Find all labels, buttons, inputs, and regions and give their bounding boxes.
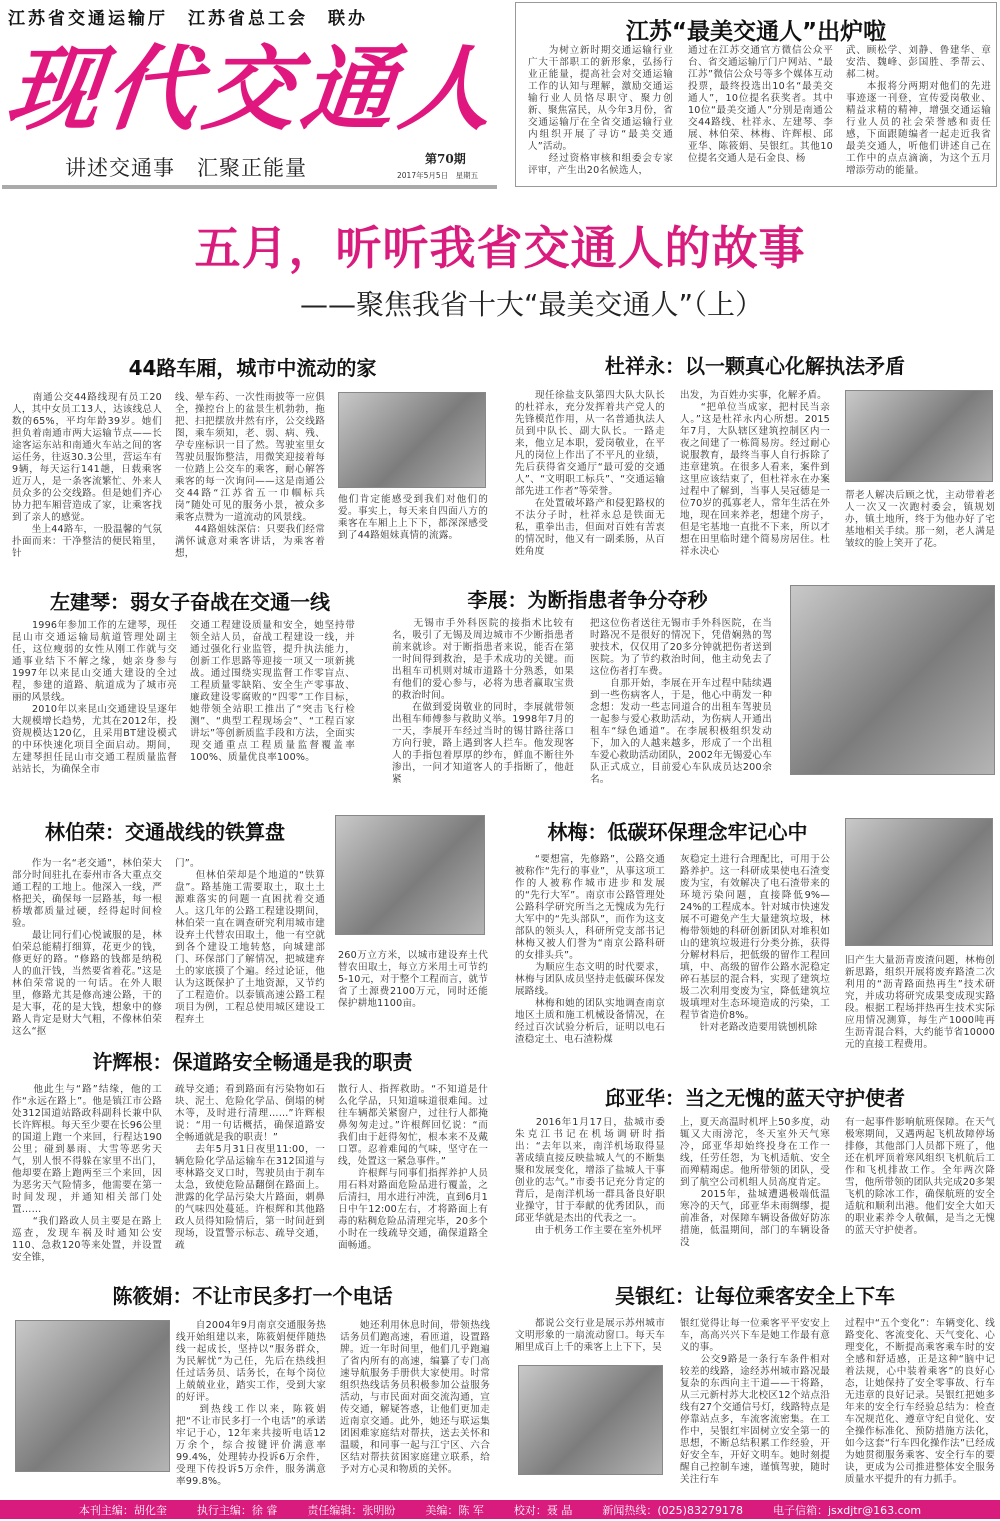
article-column: 他们肯定能感受到我们对他们的爱。事实上，每天来自四面八方的乘客在车厢上上下下，都深深感受到了44路姐妹真情的流露。 [338, 494, 488, 541]
top-story-column: 通过在江苏交通官方微信公众平台、省交通运输厅门户网站、“最江苏”微信公众号等多个媒体互动投票，最终投选出10名“最美交通人”，10位提名获奖者。其中10位“最美交通人”分别是南通公交44路线、杜祥永、左建琴、李展、林伯荣、林梅、许辉根、邱亚华、陈筱娟、吴银红。其他10位提名交通人是石金良、杨 [688, 45, 833, 164]
article-column: 都说公交行业是展示苏州城市文明形象的一扇流动窗口。每天车厢里成百上千的乘客上上下下，吴 [515, 1318, 665, 1353]
footer-hotline: 新闻热线：(025)83279178 [602, 1503, 743, 1517]
masthead-divider [2, 185, 497, 189]
article-column: 无锡市手外科医院的接指术比较有名，吸引了无锡及周边城市不少断指患者前来就诊。对于断指患者来说，能否在第一时间得到救治，是手术成功的关键。而出租车司机则对城市道路十分熟悉，如果有他们的爱心参与，必将为患者赢取宝贵的救治时间。 在做到爱岗敬业的同时，李展就带领出租车师傅参与救助义举。1998年7月的一天，李展开车经过当时的锡甘路往落口方向行驶，路上遇到客人拦车。他发现客人的手指包着厚厚的纱布，鲜血不断往外渗出，一问才知道客人的手指断了，他赶紧 [392, 618, 574, 785]
sub-headline: ——聚焦我省十大“最美交通人”（上） [300, 288, 764, 321]
article-title: 杜祥永：以一颗真心化解执法矛盾 [605, 354, 905, 378]
article-column: 过程中“五个变化”：车辆变化、线路变化、客流变化、天气变化、心理变化，不断提高乘客乘车时的安全感和舒适感，正是这种“脑中记着法规，心中装着乘客”的良好心态，让她保持了安全零事故、行车无违章的良好记录。吴银红把她多年来的安全行车经验总结为：检查车况规范化、遵章守纪自觉化、安全操作标准化、预防措施方法化，如今这套“行车四化操作法”已经成为她贯彻服务乘客、安全行车的要诀，更成为公司推进整体安全服务质量水平提升的有力抓手。 [845, 1318, 995, 1485]
article-photo [845, 818, 993, 946]
footer-proofreader: 校对：聂 晶 [513, 1503, 573, 1517]
article-photo [845, 390, 993, 482]
top-story-box [515, 2, 997, 187]
footer-email: 电子信箱：jsxdjtr@163.com [772, 1503, 922, 1517]
article-column: 旧产生大量沥青废渣问题，林梅创新思路，组织开展将废弃路渣二次利用的“沥青路面热再生”技术研究，并成功将研究成果变成现实路段。根据工程场拌热再生技术实际应用情况测算，每生产1000吨再生沥青混合料，大约能节省10000元的直接工程费用。 [845, 955, 995, 1050]
article-column: “要想富，先修路”，公路交通被称作“先行的事业”，从事这项工作的人被称作城市进步和发展的“先行大军”。南京市公路管理处公路科学研究所当之无愧成为先行大军中的“先头部队”，而作为这支部队的领头人，科研所党支部书记林梅又被人们誉为“南京公路科研的女排头兵”。 为顺应生态文明的时代要求，林梅与团队成员坚持走低碳环保发展路线。 林梅和她的团队实地调查南京地区土质和施工机械设备情况，在经过百次试验分析后，证明以电石渣稳定土、电石渣粉煤 [515, 854, 665, 1045]
article-column: 帮老人解决后顾之忧，主动带着老人一次又一次跑村委会，镇规划办，镇土地所，终于为他办好了宅基地相关手续。那一刻，老人满是皱纹的脸上笑开了花。 [845, 490, 995, 549]
article-column: 散行人、指挥救助。“不知道是什么化学品，只知道味道很难闻。过往车辆都关紧窗户，过往行人都掩鼻匆匆走过。”许根辉回忆说：“而我们由于赶得匆忙，根本来不及戴口罩。忍着难闻的气味，坚守在一线，处置这一紧急事件。” 许根辉与同事们指挥养护人员用石料对路面危险品进行覆盖，之后清扫，用水进行冲洗，直到6月1日中午12:00左右，才将路面上有毒的粘稠危险品清理完毕，20多个小时在一线疏导交通，确保道路全面畅通。 [338, 1084, 488, 1251]
article-column: 1996年参加工作的左建琴，现任昆山市交通运输局航道管理处副主任，这位瘦弱的女性从刚工作就与交通事业结下不解之缘，她亲身参与1997年以来昆山交通大建设的全过程，参建的道路、航道成为了城市亮丽的风景线。 2010年以来昆山交通建设呈逐年大规模增长趋势，尤其在2012年，投资规模达120亿，且采用BT建设模式的中环快速化项目全面启动。期间，左建琴担任昆山市交通工程质量监督站站长，为确保全市 [12, 620, 177, 775]
issue-date: 2017年5月5日 星期五 [397, 171, 479, 180]
article-column: 疏导交通；看到路面有污染物如石块、泥土、危险化学品、倒塌的树木等，及时进行清理……”许辉根说：“用一句话概括，确保道路安全畅通就是我的职责！” 去年5月31日夜里11:00，一辆危险化学品运输车在312国道与枣林路交叉口时，驾驶员由于刹车太急，致使危险品翻倒在路面上。泄露的化学品污染大片路面，刺鼻的气味四处蔓延。许根辉和其他路政人员得知险情后，第一时间赶到现场，设置警示标志、疏导交通，疏 [175, 1084, 325, 1251]
article-title: 许辉根：保道路安全畅通是我的职责 [92, 1050, 413, 1074]
article-photo [338, 392, 486, 488]
article-column: 上，夏天高温时机坪上50多度，动辄又大雨滂沱，冬天室外天气寒冷，邱亚华却始终投身在工作一线，任劳任怨，为飞机适航、安全而殚精竭虑。他所带领的团队，受到了航空公司机组人员高度肯定。 2015年，盐城遭遇极端低温寒冷的天气，邱亚华未雨绸缪，提前准备，对保障车辆设备做好防冻措施，低温期间，部门的车辆设备没 [680, 1117, 830, 1248]
article-title: 林伯荣：交通战线的铁算盘 [45, 820, 285, 844]
article-column: 门”。 但林伯荣却是个地道的“铁算盘”。路基施工需要取土，取土土源难落实的问题一直困扰着交通人。这几年的公路工程建设期间，林伯荣一直在调查研究利用城市建设弃土代替农田取土，他一有空就到各个建设工地转悠，向城建部门、环保部门了解情况，把城建弃土的家底摸了个遍。经过论证，他认为这既保护了土地资源，又节约了工程造价。以泰镇高速公路工程项目为例，工程总使用城区建设工程弃土 [175, 858, 325, 1025]
footer-executive-editor: 执行主编：徐 睿 [196, 1503, 278, 1517]
article-column: 出发，为百姓办实事，化解矛盾。 “把单位当成家，把村民当亲人。”这是杜祥永内心所想。2015年7月，大队辖区建筑控制区内一夜之间建了一栋简易房。经过耐心说服教育，最终当事人自行拆除了违章建筑。在很多人看来，案件到这里应该结束了，但杜祥永在办案过程中了解到，当事人吴冠德是一位70岁的孤寡老人，常年生活在外地，现在回来养老，想建个房子，但是宅基地一直批不下来，所以才想在田里临时建个简易房居住。杜祥永决心 [680, 390, 830, 557]
newspaper-logo: 现代交通人 [2, 35, 504, 143]
footer-responsible-editor: 责任编辑：张明盼 [307, 1503, 396, 1517]
article-column: 银红觉得让每一位乘客平平安安上车，高高兴兴下车是她工作最有意义的事。 公交9路是一条行车条件相对较差的线路，途经苏州城市路况最复杂的东西向主干道——干将路，从三元新村苏大北校区12个站点沿线有27个交通信号灯，线路特点是停靠站点多，车流客流密集。在工作中，吴银红牢固树立安全第一的思想，不断总结积累工作经验，开好安全车，开好文明车。她时刻提醒自己控制车速，谨慎驾驶，随时关注行车 [680, 1318, 830, 1485]
slogan: 讲述交通事 汇聚正能量 [65, 156, 307, 180]
article-column: 她还利用休息时间，带领热线话务员们跑高速，看匝道，设置路牌。近一年时间里，他们几乎跑遍了省内所有的高速，编纂了专门高速导航服务手册供大家使用。时常组织热线话务员积极参加公益服务活动，与市民面对面交流沟通，宣传交通，解疑答惑，让他们更加走近南京交通。此外，她还与联运集团困难家庭结对帮扶，送去关怀和温暖，和同事一起与江宁区、六合区结对帮扶贫困家庭建立联系，给予对方心灵和物质的关怀。 [340, 1320, 490, 1475]
footer-chief-editor: 本刊主编：胡化奎 [78, 1503, 167, 1517]
article-photo [15, 1320, 170, 1472]
article-title: 林梅：低碳环保理念牢记心中 [547, 820, 808, 844]
article-column: 2016年1月17日，盐城市委朱克江书记在机场调研时指出：“去年以来，南洋机场取得显著成绩直接反映盐城人气的不断集聚和发展变化，增添了盐城人干事创业的志气。”市委书记充分肯定的背后，是南洋机场一群具备良好职业操守，甘于奉献的优秀团队，而邱亚华就是杰出的代表之一。 由于机务工作主要在室外机坪 [515, 1117, 665, 1236]
footer-credits [0, 1500, 1000, 1519]
footer-art-editor: 美编：陈 军 [425, 1503, 484, 1517]
article-title: 44路车厢，城市中流动的家 [128, 356, 377, 380]
organizers-line: 江苏省交通运输厅 江苏省总工会 联办 [8, 9, 368, 29]
article-photo [518, 1365, 663, 1475]
article-column: 自2004年9月南京交通服务热线开始组建以来，陈筱娟便伴随热线一起成长，坚持以“服务群众，为民解忧”为己任，先后在热线担任过话务员、话务长，在每个岗位上兢兢业业，踏实工作，受到大家的好评。 到热线工作以来，陈筱娟把“不让市民多打一个电话”的承诺牢记于心，12年来共接听电话12万余个，综合按键评价满意率99.4%，处理转办投诉6万余件，受理下传投诉5万余件，服务满意率99.8%。 [176, 1320, 326, 1487]
article-column: 线、晕车药、一次性雨披等一应俱全，操控台上的盆景生机勃勃，拖把、扫把摆放井然有序，公交线路图，乘车须知，老、弱、病、残、孕专座标识一目了然。驾驶室里女驾驶员服饰整洁，用微笑迎接着每一位踏上公交车的乘客，耐心解答乘客的每一次询问——这是南通公交44路“江苏省五一巾帼标兵岗”随处可见的服务小景，被众多乘客点赞为一道流动的风景线。 44路姐妹深信：只要我们经常满怀诚意对乘客讲话，为乘客着想， [175, 392, 325, 559]
article-column: 有一起事件影响航班保障。在天气极寒期间，又遇两起飞机故障停场排修，其他部门人员都下班了，他还在机坪顶着寒风组织飞机航后工作和飞机排故工作。全年两次降雪，他所带领的团队共完成20多架飞机的除冰工作，确保航班的安全适航和顺利出港。他们安全大如天的职业素养令人敬佩，是当之无愧的蓝天守护使者。 [845, 1117, 995, 1236]
article-title: 李展：为断指患者争分夺秒 [467, 588, 708, 612]
issue-number: 第70期 [425, 152, 466, 166]
article-title: 邱亚华：当之无愧的蓝天守护使者 [605, 1086, 905, 1110]
top-story-title: 江苏“最美交通人”出炉啦 [625, 19, 887, 45]
main-headline: 五月，听听我省交通人的故事 [194, 221, 806, 275]
article-column: 作为一名“老交通”，林伯荣大部分时间驻扎在泰州市各大重点交通工程的工地上。他深入一线，严格把关，确保每一层路基，每一根桥墩都质量过硬，经得起时间检验。 最让同行们心悦诚服的是，林伯荣总能精打细算，花更少的钱，修更好的路。“修路的钱都是纳税人的血汗钱，当然要省着花。”这是林伯荣常说的一句话。在外人眼里，修路尤其是修高速公路，干的是大事，花的是大钱，想象中的修路人肯定是财大气粗，不像林伯荣这么“抠 [12, 858, 162, 1037]
top-story-column: 武、顾松学、刘静、鲁建华、章安浩、魏峰、彭国胜、季帮云、郝二树。 本报将分两期对他们的先进事迹逐一刊登，宣传爱岗敬业、精益求精的精神，增强交通运输行业人员的社会荣誉感和责任感，下面跟随编者一起走近我省最美交通人，听他们讲述自己在工作中的点点滴滴，为这个五月增添劳动的能量。 [846, 45, 991, 176]
article-title: 陈筱娟：不让市民多打一个电话 [112, 1284, 393, 1308]
article-column: 南通公交44路线现有员工20人，其中女员工13人，达该线总人数的65%，平均年龄39岁。她们担负着南通市两大运输节点——长途客运东站和南通火车站之间的客运任务，往返30.3公里，营运车有9辆，每天运行141趟，日载乘客近万人，是一条客流繁忙、外来人员众多的公交线路。但是她们齐心协力把车厢营造成了家，让乘客找到了亲人的感觉。 坐上44路车，一股温馨的气氛扑面而来：干净整洁的便民箱里，针 [12, 392, 162, 559]
top-story-column: 为树立新时期交通运输行业广大干部职工的新形象，弘扬行业正能量，提高社会对交通运输工作的认知与理解，激励交通运输行业人员恪尽职守、聚力创新、聚焦富民，从今年3月份，省交通运输厅在全省交通运输行业内组织开展了寻访“最美交通人”活动。 经过资格审核和组委会专家评审，产生出20名候选人， [528, 45, 673, 176]
article-column: 把这位伤者送往无锡市手外科医院，在当时路况不是很好的情况下，凭借娴熟的驾驶技术，仅仅用了20多分钟就把伤者送到医院。为了节约救治时间，他主动免去了这位伤者打车费。 自那开始，李展在开车过程中陆续遇到一些伤病客人，于是，他心中萌发一种念想：发动一些志同道合的出租车驾驶员一起参与爱心救助活动，为伤病人开通出租车“绿色通道”。在李展积极组织发动下，加入的人越来越多，形成了一个出租车爱心救助活动团队，2002年无锡爱心车队正式成立，目前爱心车队成员达200余名。 [590, 618, 772, 785]
article-column: 他此生与“路”结缘，他的工作“永远在路上”。他是镇江市公路处312国道站路政科副科长兼中队长许辉根。每天至少要在长96公里的国道上跑一个来回，行程达190公里；碰到暴雨、大雪等恶劣天气，别人恨不得躲在家里不出门，他却要在路上跑两至三个来回，因为恶劣天气险情多，他需要在第一时间发现，并通知相关部门处置…… “我们路政人员主要是在路上巡查，发现车祸及时通知公安110、急救120等来处置，并设置安全锥， [12, 1084, 162, 1263]
article-title: 吴银红：让每位乘客安全上下车 [615, 1284, 895, 1308]
article-column: 交通工程建设质量和安全，她坚持带领全站人员，奋战工程建设一线，并通过强化行业监管，提升执法能力，创新工作思路等迎接一项又一项新挑战。通过围绕实现监督工作零盲点、工程质量零缺陷、安全生产零事故、廉政建设零腐败的“四零”工作目标，她带领全站职工推出了“突击飞行检测”、“典型工程现场会”、“工程百家讲坛”等创新质监手段和方法，全面实现交通重点工程质量监督覆盖率100%、质量优良率100%。 [190, 620, 355, 763]
article-column: 灰稳定土进行合理配比，可用于公路养护。这一科研成果使电石渣变废为宝，有效解决了电石渣带来的环境污染问题，直接降低9%—24%的工程成本。针对城市快速发展不可避免产生大量建筑垃圾，林梅带领她的科研创新团队对堆积如山的建筑垃圾进行分类分拣，获得分解材料后，把低级的留作工程回填，中、高级的留作公路水泥稳定碎石基层的混合料，实现了建筑垃圾二次利用变废为宝，降低建筑垃圾填埋对生态环境造成的污染，工程节省造价8%。 针对老路改造要用铣刨机除 [680, 854, 830, 1033]
article-photo [790, 585, 995, 775]
article-photo [335, 815, 485, 935]
article-column: 现任徐盐支队第四大队大队长的杜祥永，充分发挥着共产党人的先锋模范作用，从一名普通执法人员到中队长、副大队长。一路走来，他立足本职，爱岗敬业，在平凡的岗位上作出了不平凡的业绩，先后获得省交通厅“最可爱的交通人”、“文明职工标兵”、“交通运输部先进工作者”等荣誉。 在处置破坏路产和侵犯路权的不法分子时，杜祥永总是铁面无私，重拳出击，但面对百姓有苦衷的情况时，他又有一副柔肠，从百姓角度 [515, 390, 665, 557]
article-title: 左建琴：弱女子奋战在交通一线 [50, 590, 330, 614]
article-column: 260万立方米，以城市建设弃土代替农田取土，每立方米用土可节约5-10元，对于整个工程而言，就节省了土源费2100万元，同时还能保护耕地1100亩。 [338, 950, 488, 1009]
